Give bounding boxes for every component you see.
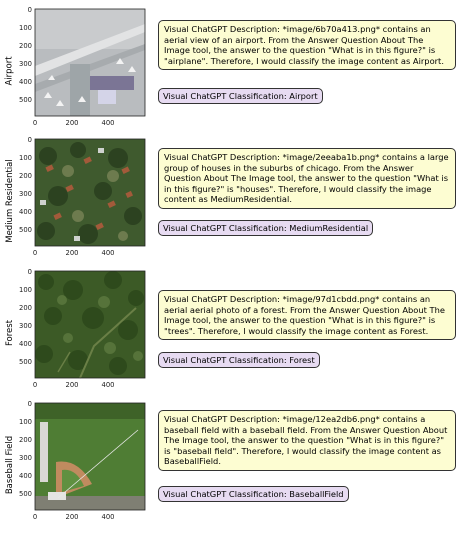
y-tick: 500: [19, 358, 32, 366]
row-medium-residential: [0, 136, 474, 266]
image-axes: [18, 400, 150, 522]
row-baseball-field: [0, 400, 474, 530]
airport-aerial-image: [18, 6, 150, 128]
y-tick: 100: [19, 418, 32, 426]
x-tick: 200: [65, 381, 79, 389]
y-tick: 200: [19, 436, 32, 444]
description-box: Visual ChatGPT Description: *image/2eeaba1b.png* contains a large group of houses in the suburbs of chicago. From the Answer Question About The Image tool, the answer to the question "What is in this figure?" is "houses". Therefore, I would classify the image content as MediumResidential.: [158, 148, 456, 209]
x-tick: 0: [32, 249, 38, 257]
image-axes: [18, 136, 150, 258]
x-tick: 0: [32, 513, 38, 521]
image-axes: [18, 268, 150, 390]
y-tick: 0: [27, 400, 32, 408]
y-tick: 400: [19, 340, 32, 348]
x-tick: 400: [101, 249, 115, 257]
x-tick: 400: [101, 513, 115, 521]
row-forest: [0, 268, 474, 398]
row-label: Medium Residential: [5, 159, 16, 243]
y-tick: 100: [19, 154, 32, 162]
y-tick: 500: [19, 226, 32, 234]
y-tick: 100: [19, 24, 32, 32]
x-tick: 200: [65, 513, 79, 521]
y-tick: 200: [19, 42, 32, 50]
y-tick: 500: [19, 96, 32, 104]
forest-aerial-image: [18, 268, 150, 390]
description-box: Visual ChatGPT Description: *image/97d1cbdd.png* contains an aerial aerial photo of a forest. From the Answer Question About The Image tool, the answer to the question "What is in this figure?" is "trees". Therefore, I would classify the image content as Forest.: [158, 290, 456, 340]
classification-box: Visual ChatGPT Classification: MediumResidential: [158, 220, 373, 236]
row-label: Airport: [5, 56, 16, 86]
y-tick: 300: [19, 60, 32, 68]
y-tick: 0: [27, 6, 32, 14]
y-tick: 200: [19, 304, 32, 312]
classification-box: Visual ChatGPT Classification: Forest: [158, 352, 320, 368]
description-box: Visual ChatGPT Description: *image/12ea2db6.png* contains a baseball field with a baseball field. From the Answer Question About The Image tool, the answer to the question "What is in this figure?" is "baseball field". Therefore, I would classify the image content as BaseballField.: [158, 410, 456, 471]
row-label: Forest: [5, 319, 15, 347]
y-tick: 100: [19, 286, 32, 294]
x-tick: 400: [101, 119, 115, 127]
classification-box: Visual ChatGPT Classification: Airport: [158, 88, 323, 104]
y-tick: 400: [19, 78, 32, 86]
y-tick: 300: [19, 454, 32, 462]
image-axes: [18, 6, 150, 128]
x-tick: 200: [65, 249, 79, 257]
y-tick: 300: [19, 190, 32, 198]
classification-box: Visual ChatGPT Classification: BaseballField: [158, 486, 349, 502]
residential-aerial-image: [18, 136, 150, 258]
description-box: Visual ChatGPT Description: *image/6b70a413.png* contains an aerial view of an airport. From the Answer Question About The Image tool, the answer to the question "What is in this figure?" is "airplane". Therefore, I would classify the image content as Airport.: [158, 20, 456, 70]
y-tick: 0: [27, 136, 32, 144]
y-tick: 0: [27, 268, 32, 276]
row-airport: [0, 6, 474, 136]
row-label: Baseball Field: [5, 435, 16, 495]
x-tick: 400: [101, 381, 115, 389]
x-tick: 0: [32, 381, 38, 389]
x-tick: 0: [32, 119, 38, 127]
y-tick: 300: [19, 322, 32, 330]
y-tick: 500: [19, 490, 32, 498]
baseball-field-aerial-image: [18, 400, 150, 522]
x-tick: 200: [65, 119, 79, 127]
y-tick: 200: [19, 172, 32, 180]
y-tick: 400: [19, 208, 32, 216]
y-tick: 400: [19, 472, 32, 480]
